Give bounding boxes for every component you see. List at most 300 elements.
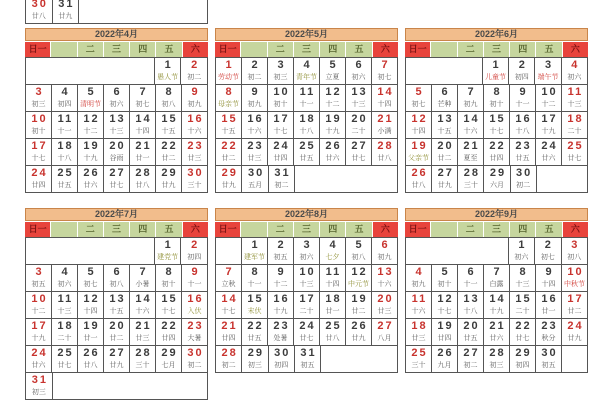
date-cell [458, 85, 484, 112]
date-cell [78, 292, 104, 319]
lunar-label: 建军节 [244, 254, 265, 261]
lunar-label: 十七 [489, 128, 504, 135]
date-cell [510, 85, 536, 112]
previous-month-overflow-panel [25, 0, 208, 24]
weekday-label: 五 [346, 42, 371, 57]
date-number: 29 [221, 167, 238, 179]
date-number: 29 [489, 167, 507, 179]
date-number: 16 [187, 113, 204, 125]
week-row [26, 373, 208, 400]
date-cell [294, 58, 320, 85]
date-cell [432, 292, 458, 319]
lunar-label: 十二 [273, 281, 288, 288]
lunar-label: 十七 [437, 308, 452, 315]
date-number: 25 [567, 140, 584, 152]
lunar-label: 廿九 [58, 13, 73, 20]
lunar-label: 芒种 [437, 101, 452, 108]
date-number: 27 [109, 167, 126, 179]
date-cell [536, 292, 562, 319]
date-cell [104, 166, 130, 193]
month-title: 2022年5月 [215, 28, 398, 41]
date-number: 11 [57, 293, 74, 305]
date-number: 5 [355, 239, 364, 251]
date-cell [130, 85, 156, 112]
lunar-label: 十四 [541, 281, 556, 288]
date-cell [26, 139, 52, 166]
date-number: 13 [463, 293, 480, 305]
lunar-label: 廿九 [161, 182, 176, 189]
date-number: 19 [351, 293, 368, 305]
date-number: 1 [492, 59, 501, 71]
date-cell [268, 238, 294, 265]
date-number: 2 [191, 59, 200, 71]
date-cell [510, 319, 536, 346]
date-cell [372, 58, 398, 85]
lunar-label: 十一 [299, 101, 314, 108]
date-number: 21 [135, 320, 152, 332]
date-cell [372, 139, 398, 166]
lunar-label: 十四 [411, 128, 426, 135]
date-number: 5 [329, 59, 338, 71]
lunar-label: 十三 [109, 128, 124, 135]
date-cell [346, 292, 372, 319]
date-number: 8 [251, 266, 260, 278]
lunar-label: 初二 [187, 74, 202, 81]
lunar-label: 廿二 [351, 308, 366, 315]
week-row [26, 292, 208, 319]
week-row [216, 238, 398, 265]
lunar-label: 十一 [187, 281, 202, 288]
week-row [216, 112, 398, 139]
date-cell [78, 112, 104, 139]
lunar-label: 初七 [540, 254, 555, 261]
date-number: 3 [303, 239, 312, 251]
weekday-label: 四 [320, 222, 345, 237]
date-cell [268, 265, 294, 292]
weekday-header-row [405, 42, 588, 57]
date-number: 20 [351, 113, 368, 125]
lunar-label: 十三 [515, 281, 530, 288]
lunar-label: 十六 [377, 281, 392, 288]
lunar-label: 初五 [31, 281, 46, 288]
lunar-label: 建党节 [157, 254, 179, 261]
weekday-label: 二 [458, 222, 483, 237]
date-cell [406, 85, 432, 112]
date-cell [156, 292, 182, 319]
lunar-label: 十三 [567, 101, 582, 108]
date-cell [484, 346, 510, 373]
date-number: 7 [381, 59, 390, 71]
weekday-label: 四 [130, 42, 155, 57]
lunar-label: 廿二 [567, 308, 582, 315]
date-number: 4 [329, 239, 338, 251]
date-number: 24 [299, 320, 316, 332]
date-number: 29 [515, 347, 532, 359]
date-cell [294, 265, 320, 292]
date-number: 21 [221, 320, 238, 332]
weekday-label [431, 222, 456, 237]
date-number: 9 [519, 86, 528, 98]
lunar-label: 廿九 [351, 335, 366, 342]
lunar-label: 十三 [299, 281, 314, 288]
date-number: 26 [411, 167, 428, 179]
lunar-label: 十一 [57, 128, 72, 135]
date-number: 28 [135, 347, 152, 359]
date-number: 26 [351, 320, 368, 332]
empty-cell [216, 238, 242, 265]
date-number: 7 [139, 266, 148, 278]
date-cell [78, 166, 104, 193]
date-number: 1 [518, 239, 527, 251]
date-cell [562, 58, 588, 85]
date-cell [52, 265, 78, 292]
date-number: 13 [377, 266, 394, 278]
date-number: 27 [109, 347, 126, 359]
date-cell [432, 319, 458, 346]
lunar-label: 廿六 [31, 362, 46, 369]
empty-cell [26, 58, 155, 85]
date-number: 6 [381, 239, 390, 251]
date-cell [484, 292, 510, 319]
lunar-label: 初十 [437, 281, 452, 288]
lunar-label: 五月 [248, 182, 263, 189]
lunar-label: 清明节 [80, 101, 101, 108]
weekday-label: 二 [268, 42, 293, 57]
lunar-label: 初六 [514, 254, 529, 261]
date-number: 12 [351, 266, 368, 278]
lunar-label: 初四 [57, 101, 72, 108]
empty-cell [26, 238, 155, 265]
date-cell [268, 139, 294, 166]
date-number: 4 [61, 86, 70, 98]
date-cell [216, 166, 242, 193]
date-number: 20 [109, 140, 126, 152]
lunar-label: 母亲节 [218, 101, 239, 108]
date-number: 14 [221, 293, 238, 305]
lunar-label: 二十 [567, 128, 582, 135]
date-number: 30 [248, 167, 265, 179]
week-row [216, 85, 398, 112]
date-number: 20 [437, 140, 454, 152]
lunar-label: 初三 [31, 101, 46, 108]
lunar-label: 十九 [83, 155, 98, 162]
lunar-label: 十九 [325, 128, 340, 135]
lunar-label: 初六 [57, 281, 72, 288]
date-number: 31 [300, 347, 317, 359]
lunar-label: 初七 [377, 74, 392, 81]
date-cell [130, 139, 156, 166]
date-cell [182, 346, 208, 373]
date-number: 17 [31, 140, 48, 152]
date-cell [346, 112, 372, 139]
weekday-label: 三 [484, 222, 509, 237]
date-number: 9 [251, 86, 260, 98]
date-cell [458, 319, 484, 346]
lunar-label: 廿七 [351, 155, 366, 162]
lunar-label: 廿七 [567, 155, 582, 162]
date-number: 13 [351, 86, 368, 98]
week-row [26, 238, 208, 265]
date-number: 24 [31, 167, 48, 179]
weekday-label: 六 [563, 42, 588, 57]
date-cell [536, 265, 562, 292]
lunar-label: 廿七 [57, 362, 72, 369]
date-cell [156, 139, 182, 166]
lunar-label: 小满 [377, 128, 392, 135]
month-title: 2022年4月 [25, 28, 208, 41]
lunar-label: 初十 [161, 281, 176, 288]
date-number: 17 [567, 293, 584, 305]
date-cell [346, 58, 372, 85]
lunar-label: 初四 [515, 362, 530, 369]
date-cell [294, 112, 320, 139]
date-cell [432, 139, 458, 166]
date-number: 3 [545, 59, 554, 71]
date-number: 5 [87, 266, 96, 278]
lunar-label: 初二 [274, 182, 289, 189]
lunar-label: 初二 [463, 362, 478, 369]
lunar-label: 十四 [377, 101, 392, 108]
date-cell [52, 292, 78, 319]
date-cell [52, 85, 78, 112]
date-cell [510, 265, 536, 292]
weekday-header-row [25, 42, 208, 57]
date-cell [562, 265, 588, 292]
date-number: 21 [489, 320, 506, 332]
date-number: 12 [325, 86, 342, 98]
lunar-label: 廿五 [247, 335, 262, 342]
date-number: 24 [273, 140, 290, 152]
lunar-label: 二十 [57, 335, 72, 342]
date-cell [483, 58, 509, 85]
date-cell [242, 85, 268, 112]
lunar-label: 廿二 [109, 335, 124, 342]
date-cell [562, 292, 588, 319]
lunar-label: 初五 [273, 254, 288, 261]
date-cell [372, 292, 398, 319]
dates-grid [405, 57, 588, 193]
date-number: 17 [299, 293, 316, 305]
weekday-label: 三 [294, 222, 319, 237]
date-cell [104, 265, 130, 292]
date-number: 21 [463, 140, 480, 152]
lunar-label: 十四 [83, 308, 98, 315]
lunar-label: 十九 [273, 308, 288, 315]
date-cell [562, 112, 588, 139]
date-number: 1 [164, 59, 173, 71]
month-title: 2022年7月 [25, 208, 208, 221]
date-number: 11 [325, 266, 342, 278]
date-number: 8 [493, 86, 502, 98]
lunar-label: 八月 [377, 335, 392, 342]
date-number: 2 [518, 59, 527, 71]
date-cell [346, 85, 372, 112]
date-cell [182, 265, 208, 292]
date-cell [268, 58, 294, 85]
date-number: 11 [567, 86, 584, 98]
date-number: 27 [377, 320, 394, 332]
lunar-label: 劳动节 [218, 74, 239, 81]
empty-cell [79, 0, 208, 24]
date-number: 13 [109, 293, 126, 305]
date-cell [294, 238, 320, 265]
date-number: 25 [57, 167, 74, 179]
date-cell [26, 373, 53, 400]
date-cell [242, 238, 268, 265]
date-cell [432, 265, 458, 292]
date-number: 22 [247, 320, 264, 332]
date-number: 9 [191, 266, 200, 278]
date-number: 26 [437, 347, 454, 359]
lunar-label: 初三 [31, 389, 46, 396]
date-number: 14 [135, 113, 152, 125]
date-cell [130, 112, 156, 139]
lunar-label: 三十 [187, 182, 202, 189]
date-cell [458, 112, 484, 139]
week-row [406, 58, 588, 85]
lunar-label: 大暑 [187, 335, 202, 342]
date-cell [320, 139, 346, 166]
date-number: 11 [411, 293, 428, 305]
date-number: 4 [303, 59, 312, 71]
lunar-label: 初三 [273, 74, 288, 81]
lunar-label: 十二 [541, 101, 556, 108]
date-number: 13 [437, 113, 454, 125]
date-number: 14 [377, 86, 394, 98]
lunar-label: 处暑 [273, 335, 288, 342]
lunar-label: 十四 [135, 128, 150, 135]
date-number: 25 [299, 140, 316, 152]
date-number: 26 [83, 347, 100, 359]
lunar-label: 初二 [516, 182, 531, 189]
date-cell [216, 346, 242, 373]
lunar-label: 廿九 [221, 182, 236, 189]
empty-cell [406, 238, 509, 265]
date-cell [78, 319, 104, 346]
date-number: 17 [273, 113, 290, 125]
dates-grid [215, 237, 398, 373]
weekday-label: 日一 [405, 222, 430, 237]
date-number: 7 [139, 86, 148, 98]
date-cell [509, 238, 535, 265]
date-number: 20 [109, 320, 126, 332]
lunar-label: 十二 [83, 128, 98, 135]
date-cell [320, 112, 346, 139]
lunar-label: 初四 [187, 254, 202, 261]
lunar-label: 廿一 [135, 155, 150, 162]
date-cell [458, 346, 484, 373]
weekday-label: 四 [510, 222, 535, 237]
date-number: 15 [221, 113, 238, 125]
lunar-label: 廿四 [489, 155, 504, 162]
date-cell [484, 265, 510, 292]
date-cell [295, 346, 321, 373]
week-row [216, 346, 398, 373]
date-cell [484, 139, 510, 166]
dates-grid [405, 237, 588, 373]
lunar-label: 廿八 [377, 155, 392, 162]
weekday-label: 二 [268, 222, 293, 237]
date-cell [458, 292, 484, 319]
week-row [216, 265, 398, 292]
date-cell [216, 292, 242, 319]
date-cell [78, 265, 104, 292]
lunar-label: 廿一 [541, 308, 556, 315]
date-cell [52, 166, 78, 193]
date-cell [104, 139, 130, 166]
lunar-label: 初八 [567, 254, 582, 261]
date-number: 30 [516, 167, 533, 179]
lunar-label: 十六 [187, 128, 202, 135]
lunar-label: 二十 [299, 308, 314, 315]
date-cell [216, 265, 242, 292]
lunar-label: 廿八 [83, 362, 98, 369]
lunar-label: 初八 [109, 281, 124, 288]
date-cell [484, 85, 510, 112]
date-number: 23 [273, 320, 290, 332]
date-cell [78, 346, 104, 373]
date-number: 10 [541, 86, 558, 98]
date-number: 28 [377, 140, 394, 152]
date-cell [510, 112, 536, 139]
date-cell [78, 139, 104, 166]
date-number: 12 [83, 113, 100, 125]
date-number: 10 [31, 293, 48, 305]
lunar-label: 廿九 [109, 362, 124, 369]
date-cell [26, 319, 52, 346]
date-number: 26 [325, 140, 342, 152]
date-cell [406, 292, 432, 319]
lunar-label: 十二 [325, 101, 340, 108]
date-cell [26, 265, 52, 292]
date-number: 23 [247, 140, 264, 152]
date-number: 18 [567, 113, 584, 125]
date-cell [216, 58, 242, 85]
week-row [406, 112, 588, 139]
weekday-label: 日一 [25, 42, 50, 57]
weekday-label [431, 42, 456, 57]
lunar-label: 二十 [515, 308, 530, 315]
date-number: 5 [441, 266, 450, 278]
date-number: 4 [61, 266, 70, 278]
date-number: 19 [83, 140, 100, 152]
date-number: 25 [57, 347, 74, 359]
date-cell [104, 85, 130, 112]
date-number: 22 [221, 140, 238, 152]
lunar-label: 廿六 [83, 182, 98, 189]
date-number: 24 [541, 140, 558, 152]
week-row [406, 265, 588, 292]
month-panel-8 [215, 208, 398, 373]
weekday-label: 二 [78, 42, 103, 57]
date-number: 15 [161, 293, 178, 305]
date-cell [104, 112, 130, 139]
date-number: 3 [571, 239, 580, 251]
date-number: 10 [567, 266, 584, 278]
date-number: 10 [299, 266, 316, 278]
date-number: 7 [467, 86, 476, 98]
week-row [406, 319, 588, 346]
date-number: 26 [83, 167, 100, 179]
lunar-label: 三十 [463, 182, 478, 189]
lunar-label: 十一 [247, 281, 262, 288]
lunar-label: 端午节 [537, 74, 559, 81]
date-number: 27 [437, 167, 454, 179]
date-cell [52, 112, 78, 139]
lunar-label: 十八 [515, 128, 530, 135]
lunar-label: 末伏 [247, 308, 262, 315]
date-cell [26, 166, 52, 193]
